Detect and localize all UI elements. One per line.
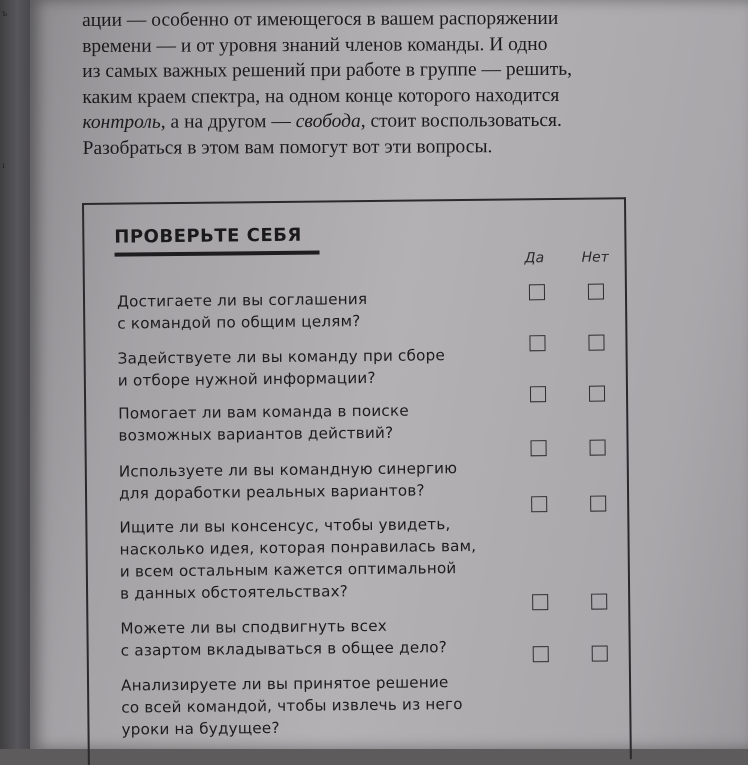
question-5 (119, 512, 520, 604)
question-7 (121, 670, 522, 740)
question-1 (117, 286, 517, 334)
question-6 (120, 613, 520, 661)
question-line: с командой по общим целям? (117, 312, 361, 333)
checkbox-yes-q5[interactable] (531, 496, 547, 512)
page-edge-fragment: ъ (1, 7, 8, 20)
question-line: Используете ли вы командную синергию (118, 459, 458, 481)
question-line: с азартом вкладываться в общее дело? (120, 638, 448, 660)
checkbox-no-q6[interactable] (591, 594, 607, 610)
question-line: для доработки реальных вариантов? (118, 481, 425, 503)
checkbox-yes-q3[interactable] (530, 386, 546, 402)
question-line: со всей командой, чтобы извлечь из него (121, 695, 463, 717)
checklist-title: ПРОВЕРЬТЕ СЕБЯ (114, 224, 302, 248)
question-line: насколько идея, которая понравилась вам, (119, 536, 477, 559)
checkbox-yes-q2[interactable] (529, 335, 545, 351)
checkbox-no-q7[interactable] (592, 646, 608, 662)
column-header-no: Нет (581, 249, 609, 266)
paragraph-line: Разобраться в этом вам помогут вот эти вопросы. (82, 135, 493, 159)
paragraph-fragment: , а на другом — (160, 111, 296, 133)
question-line: Достигаете ли вы соглашения (116, 290, 368, 311)
previous-page-edge (0, 0, 30, 749)
checkbox-no-q5[interactable] (590, 496, 606, 512)
paragraph-line: времени — и от уровня знаний членов команды. И одно (82, 33, 548, 57)
paragraph-fragment: , стоит воспользоваться. (360, 109, 562, 132)
page-edge-fragment: ı (1, 159, 5, 172)
paragraph-line-italic (82, 107, 662, 135)
italic-word-control: контроль (82, 111, 161, 133)
checkbox-yes-q6[interactable] (532, 594, 548, 610)
paragraph-line: ации — особенно от имеющегося в вашем распоряжении (82, 7, 559, 31)
book-page (30, 0, 748, 749)
italic-word-freedom: свобода (295, 110, 361, 133)
question-2 (118, 343, 518, 391)
title-underline (115, 251, 320, 257)
question-line: Помогает ли вам команда в поиске (118, 401, 409, 423)
question-line: уроки на будущее? (121, 718, 280, 739)
paragraph-line: из самых важных решений при работе в группе — решить, (82, 58, 573, 82)
question-line: и отборе нужной информации? (117, 368, 376, 390)
checkbox-no-q1[interactable] (588, 284, 604, 300)
checkbox-yes-q4[interactable] (531, 440, 547, 456)
question-3 (118, 398, 518, 446)
checkbox-yes-q1[interactable] (529, 284, 545, 300)
question-4 (119, 456, 519, 504)
checklist-box (82, 197, 632, 765)
column-header-yes: Да (524, 250, 545, 267)
question-line: Можете ли вы сподвигнуть всех (120, 616, 388, 638)
checkbox-no-q3[interactable] (589, 386, 605, 402)
checkbox-no-q2[interactable] (588, 335, 604, 351)
question-line: и всем остальным кажется оптимальной (119, 559, 457, 581)
question-line: Ищите ли вы консенсус, чтобы увидеть, (119, 515, 451, 537)
question-line: в данных обстоятельствах? (119, 582, 349, 603)
question-line: Анализируете ли вы принятое решение (120, 673, 449, 695)
checkbox-no-q4[interactable] (590, 440, 606, 456)
question-line: возможных вариантов действий? (118, 423, 394, 445)
checkbox-yes-q7[interactable] (533, 646, 549, 662)
question-line: Задействуете ли вы команду при сборе (117, 346, 446, 368)
paragraph-line: каким краем спектра, на одном конце которого находится (82, 84, 560, 108)
body-paragraph (82, 5, 663, 161)
